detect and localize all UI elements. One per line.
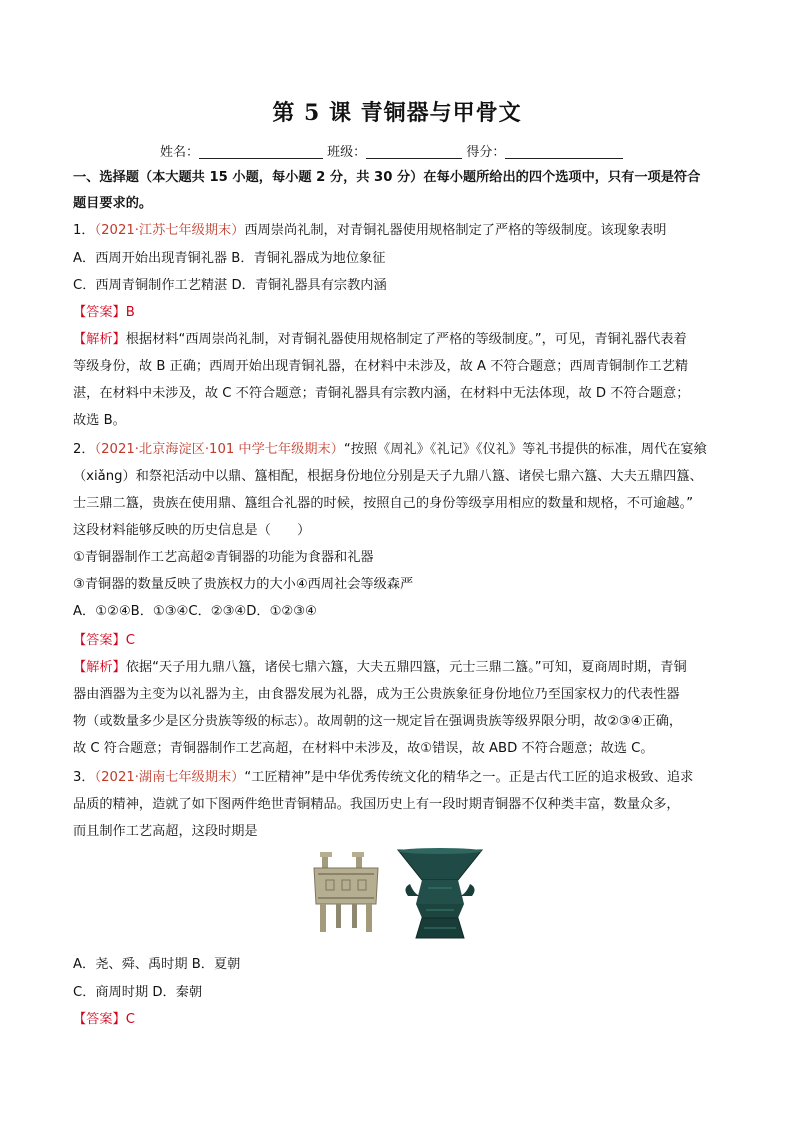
- student-info-row: [160, 141, 623, 160]
- q2-analysis-line-1: [73, 658, 687, 678]
- name-blank[interactable]: [199, 144, 323, 159]
- class-label: 班级：: [327, 145, 367, 160]
- q2-statement-1: ①青铜器制作工艺高超②青铜器的功能为食器和礼器: [73, 550, 374, 565]
- q1-analysis-text-1: 根据材料“西周崇尚礼制，对青铜礼器使用规格制定了严格的等级制度。”，可见，青铜礼器代表着: [125, 332, 687, 347]
- q2-stem-line-4: 这段材料能够反映的历史信息是（ ）: [73, 523, 311, 538]
- page-title: 第 5 课 青铜器与甲骨文: [272, 100, 522, 126]
- section-heading-line-1: 一、选择题（本大题共 15 小题，每小题 2 分，共 30 分）在每小题所给出的四个选项中，只有一项是符合: [73, 170, 701, 185]
- q1-analysis-line-2: 等级身份，故 B 正确；西周开始出现青铜礼器，在材料中未涉及，故 A 不符合题意；西周青铜制作工艺精: [73, 359, 689, 374]
- q1-analysis-line-3: 湛，在材料中未涉及，故 C 不符合题意；青铜礼器具有宗教内涵，在材料中无法体现，故 D 不符合题意；: [73, 386, 690, 401]
- q2-stem-line-1: [73, 440, 707, 460]
- q2-options: A．①②④B．①③④C．②③④D．①②③④: [73, 604, 317, 619]
- q1-analysis-line-4: 故选 B。: [73, 413, 126, 428]
- q2-analysis-line-2: 器由酒器为主变为以礼器为主，由食器发展为礼器，成为王公贵族象征身份地位乃至国家权力的代表性器: [73, 687, 680, 702]
- q1-options-ab: A．西周开始出现青铜礼器 B．青铜礼器成为地位象征: [73, 251, 386, 266]
- q1-analysis-label: 【解析】: [73, 332, 126, 347]
- q2-analysis-line-3: 物（或数量多少是区分贵族等级的标志）。故周朝的这一规定旨在强调贵族等级界限分明，故②③④正确，: [73, 714, 683, 729]
- q2-stem-line-2: （xiǎng）和祭祀活动中以鼎、簋相配，根据身份地位分别是天子九鼎八簋、诸侯七鼎六簋、大夫五鼎四簋、: [73, 469, 703, 484]
- bronze-vessels-image: [312, 848, 484, 940]
- q3-number: 3．: [73, 770, 95, 785]
- section-heading-line-2: 题目要求的。: [73, 196, 153, 211]
- q3-stem-line-3: 而且制作工艺高超，这段时期是: [73, 824, 258, 839]
- q3-stem-line-1: [73, 768, 693, 788]
- q2-answer-label: 【答案】: [73, 633, 126, 648]
- q1-answer-label: 【答案】: [73, 305, 126, 320]
- q2-stem-line-3: 士三鼎二簋，贵族在使用鼎、簋组合礼器的时候，按照自己的身份等级享用相应的数量和规格，不可逾越。”: [73, 496, 694, 511]
- q1-answer: [73, 303, 135, 323]
- q2-stem-text-1: “按照《周礼》《礼记》《仪礼》等礼书提供的标准，周代在宴飨: [343, 442, 707, 457]
- q2-answer: [73, 631, 135, 651]
- score-blank[interactable]: [505, 144, 623, 159]
- q3-stem-line-2: 品质的精神，造就了如下图两件绝世青铜精品。我国历史上有一段时期青铜器不仅种类丰富，数量众多，: [73, 797, 680, 812]
- q1-analysis-line-1: [73, 330, 687, 350]
- q2-analysis-label: 【解析】: [73, 660, 126, 675]
- zun-vessel-image: [398, 848, 482, 938]
- score-label: 得分：: [466, 145, 506, 160]
- name-label: 姓名：: [160, 145, 200, 160]
- q1-options-cd: C．西周青铜制作工艺精湛 D．青铜礼器具有宗教内涵: [73, 278, 387, 293]
- q2-source: （2021·北京海淀区·101 中学七年级期末）: [94, 442, 344, 457]
- class-blank[interactable]: [366, 144, 462, 159]
- q1-stem-text: 西周崇尚礼制，对青铜礼器使用规格制定了严格的等级制度。该现象表明: [244, 223, 667, 238]
- q2-analysis-line-4: 故 C 符合题意；青铜器制作工艺高超，在材料中未涉及，故①错误，故 ABD 不符合题意；故选 C。: [73, 741, 654, 756]
- q3-options-ab: A．尧、舜、禹时期 B．夏朝: [73, 957, 241, 972]
- q1-number: 1．: [73, 223, 95, 238]
- q1-source: （2021·江苏七年级期末）: [94, 223, 245, 238]
- q3-answer-label: 【答案】: [73, 1012, 126, 1027]
- q2-statement-2: ③青铜器的数量反映了贵族权力的大小④西周社会等级森严: [73, 577, 414, 592]
- ding-cauldron-image: [314, 852, 378, 932]
- q2-number: 2．: [73, 442, 95, 457]
- q2-analysis-text-1: 依据“天子用九鼎八簋，诸侯七鼎六簋，大夫五鼎四簋，元士三鼎二簋。”可知，夏商周时期，青铜: [125, 660, 687, 675]
- q3-options-cd: C．商周时期 D．秦朝: [73, 985, 203, 1000]
- q3-answer: [73, 1010, 135, 1030]
- q1-answer-value: B: [125, 305, 135, 320]
- q3-answer-value: C: [125, 1012, 135, 1027]
- q3-stem-text-1: “工匠精神”是中华优秀传统文化的精华之一。正是古代工匠的追求极致、追求: [244, 770, 694, 785]
- q1-stem: [73, 221, 666, 241]
- q2-answer-value: C: [125, 633, 135, 648]
- q3-source: （2021·湖南七年级期末）: [94, 770, 245, 785]
